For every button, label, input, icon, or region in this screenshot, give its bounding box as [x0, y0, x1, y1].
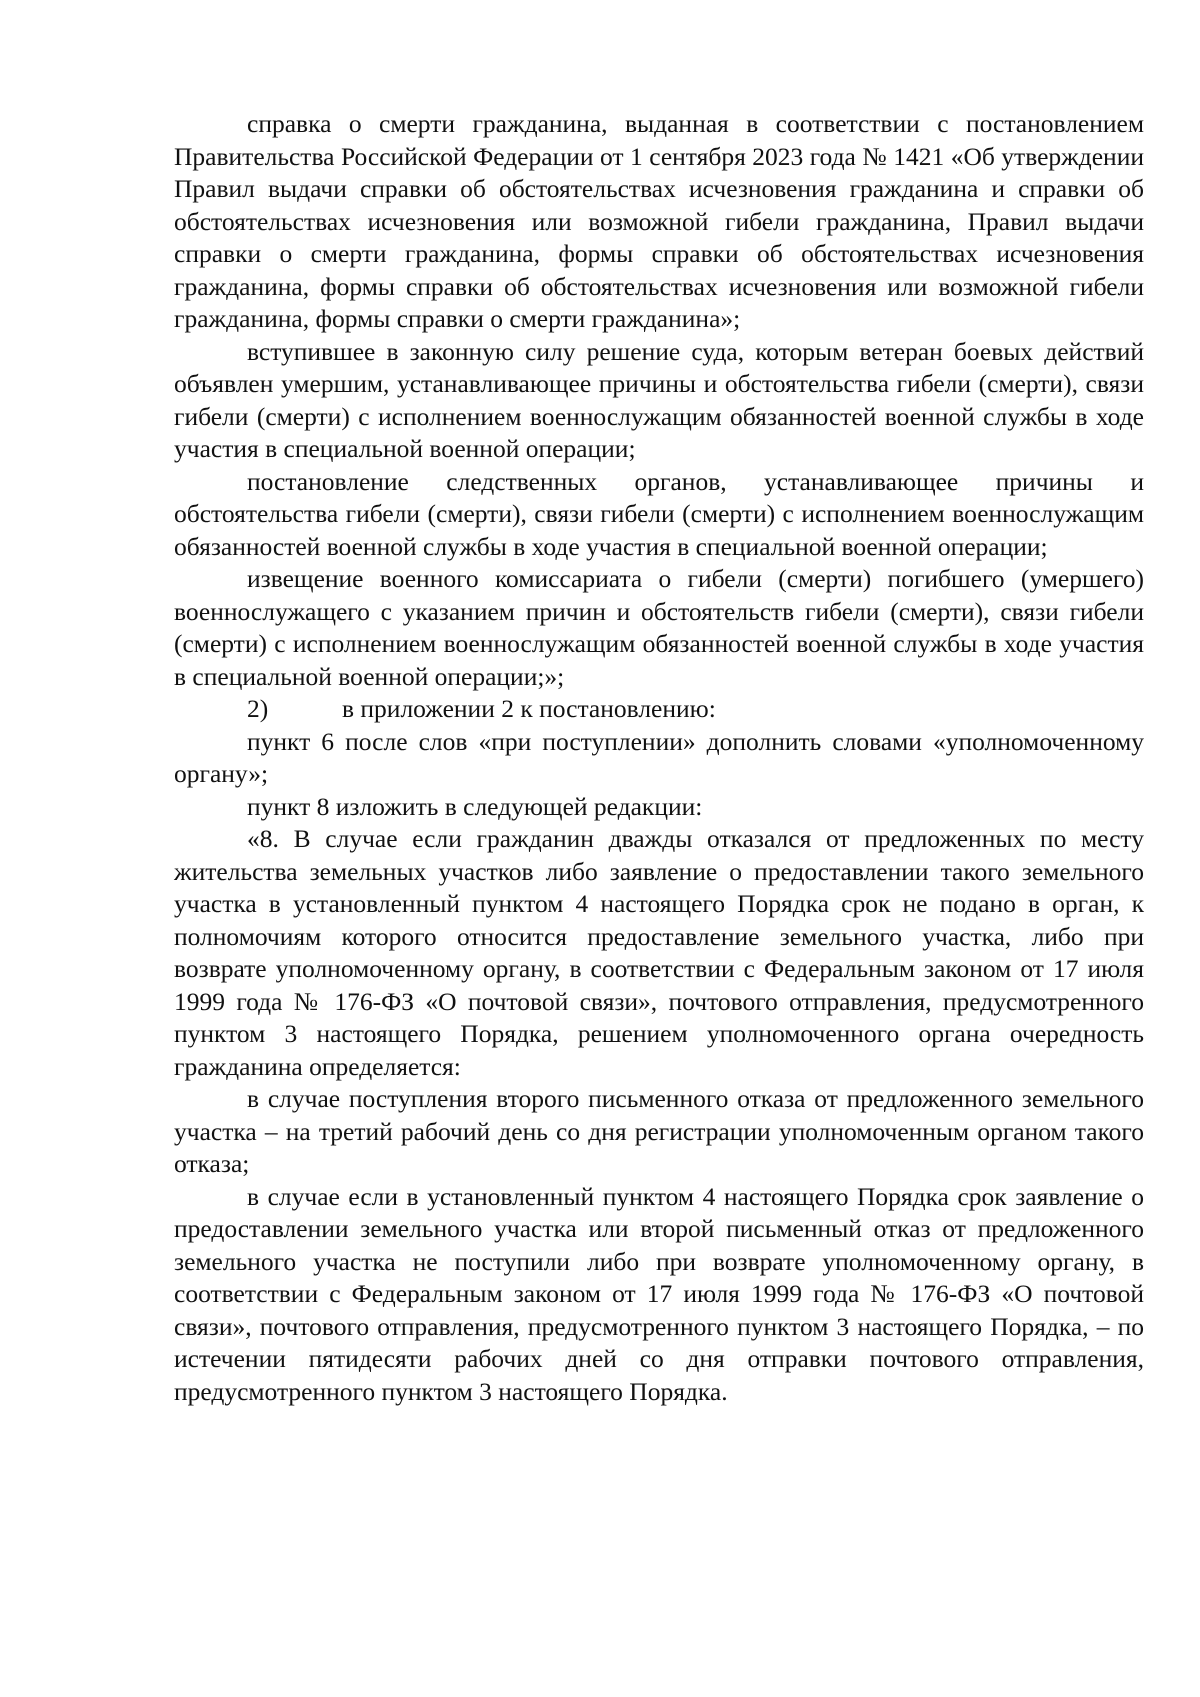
paragraph-point-8-text: «8. В случае если гражданин дважды отказался от предложенных по месту жительства земельных участков либо заявление о предоставлении такого земельного участка в установленный пунктом 4 настоящего Порядка срок не подано в орган, к полномочиям которого относится предоставление земельного участка, либо при возврате уполномоченному органу, в соответствии с Федеральным законом от 17 июля 1999 года № 176-ФЗ «О почтовой связи», почтового отправления, предусмотренного пунктом 3 настоящего Порядка, решением уполномоченного органа очередность гражданина определяется:	[174, 824, 1144, 1081]
paragraph-death-certificate: справка о смерти гражданина, выданная в соответствии с постановлением Правительства Российской Федерации от 1 сентября 2023 года № 1421 «Об утверждении Правил выдачи справки об обстоятельствах исчезновения гражданина и справки об обстоятельствах исчезновения или возможной гибели гражданина, Правил выдачи справки о смерти гражданина, формы справки об обстоятельствах исчезновения гражданина, формы справки об обстоятельствах исчезновения или возможной гибели гражданина, формы справки о смерти гражданина»;	[174, 109, 1144, 333]
list-item-number: 2)	[247, 694, 269, 723]
paragraph-no-application: в случае если в установленный пунктом 4 настоящего Порядка срок заявление о предоставлении земельного участка или второй письменный отказ от предложенного земельного участка не поступили либо при возврате уполномоченному органу, в соответствии с Федеральным законом от 17 июля 1999 года № 176-ФЗ «О почтовой связи», почтового отправления, предусмотренного пунктом 3 настоящего Порядка, – по истечении пятидесяти рабочих дней со дня отправки почтового отправления, предусмотренного пунктом 3 настоящего Порядка.	[174, 1181, 1144, 1406]
list-item-2	[174, 693, 1144, 726]
paragraph-investigative-resolution: постановление следственных органов, устанавливающее причины и обстоятельства гибели (смерти), связи гибели (смерти) с исполнением военнослужащим обязанностей военной службы в ходе участия в специальной военной операции;	[174, 466, 1144, 561]
paragraph-point-6: пункт 6 после слов «при поступлении» дополнить словами «уполномоченному органу»;	[174, 726, 1144, 788]
paragraph-court-decision: вступившее в законную силу решение суда, которым ветеран боевых действий объявлен умершим, устанавливающее причины и обстоятельства гибели (смерти), связи гибели (смерти) с исполнением военнослужащим обязанностей военной службы в ходе участия в специальной военной операции;	[174, 336, 1144, 463]
paragraph-military-notice: извещение военного комиссариата о гибели (смерти) погибшего (умершего) военнослужащего с указанием причин и обстоятельств гибели (смерти), связи гибели (смерти) с исполнением военнослужащим обязанностей военной службы в ходе участия в специальной военной операции;»;	[174, 564, 1144, 691]
paragraph-point-8-intro: пункт 8 изложить в следующей редакции:	[247, 791, 703, 821]
paragraph-second-refusal: в случае поступления второго письменного отказа от предложенного земельного участка – на третий рабочий день со дня регистрации уполномоченным органом такого отказа;	[174, 1084, 1144, 1178]
list-item-text: в приложении 2 к постановлению:	[342, 694, 716, 723]
document-page	[174, 108, 1144, 1408]
